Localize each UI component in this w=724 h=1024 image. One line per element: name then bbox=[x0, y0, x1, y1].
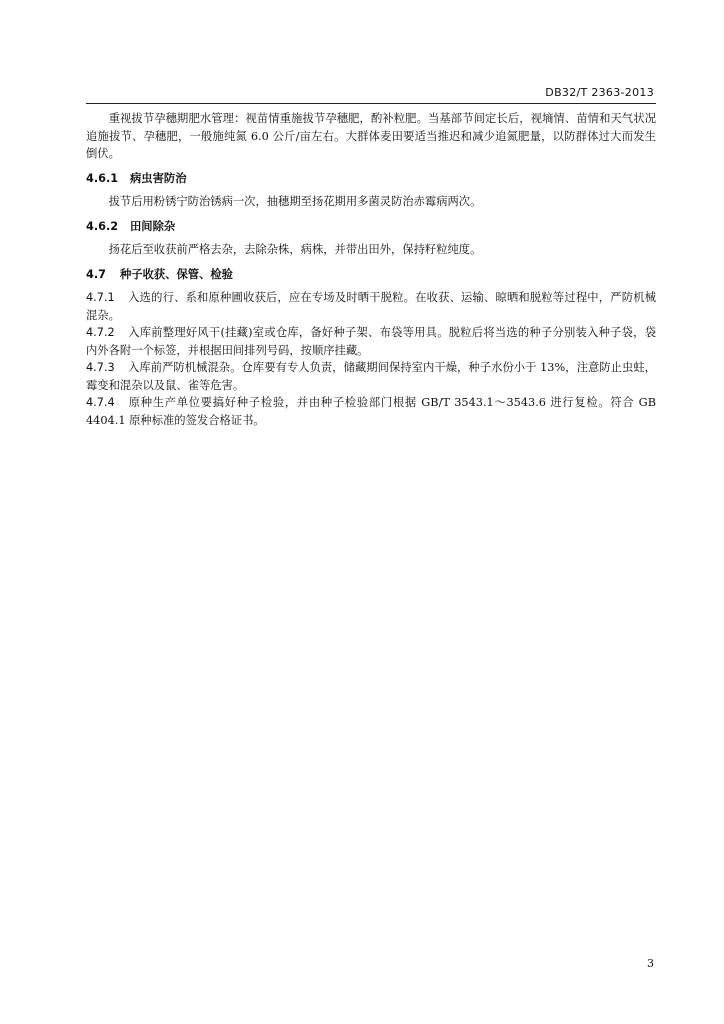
clause-4-7-4 bbox=[86, 394, 656, 429]
clause-number: 4.7.4 bbox=[86, 396, 115, 409]
clause-4-7-3 bbox=[86, 359, 656, 394]
section-heading-4-6-2 bbox=[86, 218, 656, 236]
section-title: 田间除杂 bbox=[130, 219, 176, 233]
clause-number: 4.7.1 bbox=[86, 291, 115, 304]
section-text-4-6-1: 拔节后用粉锈宁防治锈病一次，抽穗期至扬花期用多菌灵防治赤霉病两次。 bbox=[108, 195, 482, 208]
clause-number: 4.7.3 bbox=[86, 361, 115, 374]
section-number: 4.6.1 bbox=[86, 171, 119, 185]
page-number: 3 bbox=[647, 957, 654, 970]
section-title: 种子收获、保管、检验 bbox=[120, 267, 233, 281]
section-text-4-6-2: 扬花后至收获前严格去杂，去除杂株，病株，并带出田外，保持籽粒纯度。 bbox=[108, 243, 482, 256]
clause-number: 4.7.2 bbox=[86, 326, 115, 339]
clause-4-7-2 bbox=[86, 324, 656, 359]
clause-text: 原种生产单位要搞好种子检验，并由种子检验部门根据 GB/T 3543.1～3543.6 进行复检。符合 GB 4404.1 原种标准的签发合格证书。 bbox=[86, 396, 656, 427]
section-title: 病虫害防治 bbox=[130, 171, 187, 185]
document-body bbox=[86, 110, 656, 429]
document-code: DB32/T 2363-2013 bbox=[545, 86, 654, 99]
clause-4-7-1 bbox=[86, 289, 656, 324]
clause-text: 入选的行、系和原种圃收获后，应在专场及时晒干脱粒。在收获、运输、晾晒和脱粒等过程中，严防机械混杂。 bbox=[86, 291, 656, 322]
clause-text: 入库前整理好风干(挂藏)室或仓库，备好种子架、布袋等用具。脱粒后将当选的种子分别装入种子袋，袋内外各附一个标签，并根据田间排列号码，按顺序挂藏。 bbox=[86, 326, 656, 357]
section-number: 4.6.2 bbox=[86, 219, 119, 233]
intro-paragraph: 重视拔节孕穗期肥水管理：视苗情重施拔节孕穗肥，酌补粒肥。当基部节间定长后，视墒情、苗情和天气状况追施拔节、孕穗肥，一般施纯氮 6.0 公斤/亩左右。大群体麦田要适当推迟和减少追氮肥量，以防群体过大而发生倒伏。 bbox=[86, 112, 656, 160]
header-rule bbox=[86, 103, 656, 104]
section-number: 4.7 bbox=[86, 267, 107, 281]
clause-text: 入库前严防机械混杂。仓库要有专人负责，储藏期间保持室内干燥，种子水份小于 13%，注意防止虫蛀，霉变和混杂以及鼠、雀等危害。 bbox=[86, 361, 656, 392]
section-heading-4-6-1 bbox=[86, 170, 656, 188]
section-heading-4-7 bbox=[86, 266, 656, 284]
